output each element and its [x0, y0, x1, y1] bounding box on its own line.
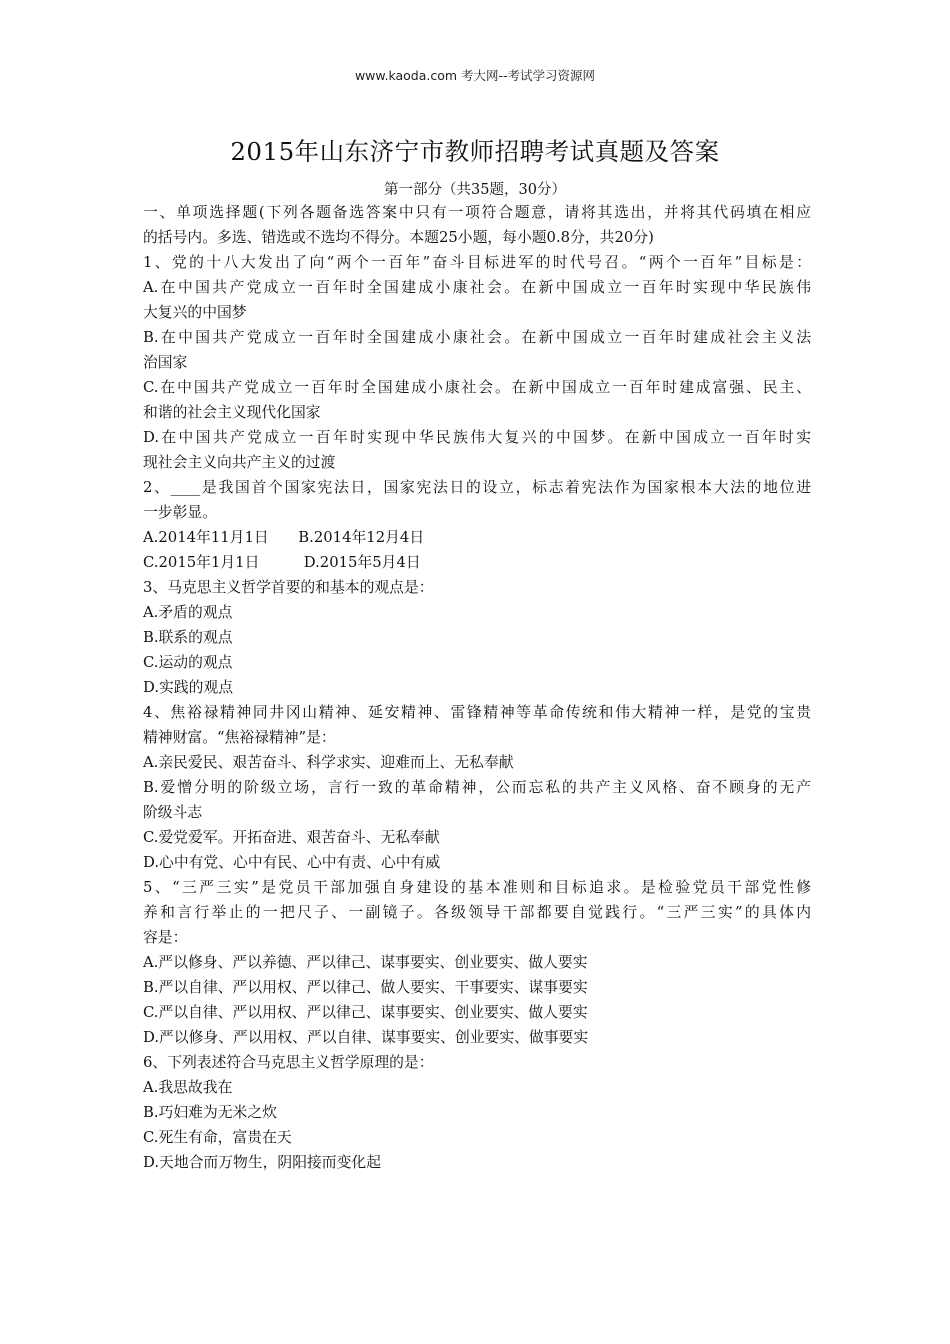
text-line: A.亲民爱民、艰苦奋斗、科学求实、迎难而上、无私奉献: [143, 754, 514, 771]
text-line: 阶级斗志: [143, 804, 203, 821]
text-line: D.在中国共产党成立一百年时实现中华民族伟大复兴的中国梦。在新中国成立一百年时实: [143, 429, 811, 446]
text-line: C.严以自律、严以用权、严以律己、谋事要实、创业要实、做人要实: [143, 1004, 588, 1021]
text-line: B.爱憎分明的阶级立场，言行一致的革命精神，公而忘私的共产主义风格、奋不顾身的无产: [143, 779, 811, 796]
question-body: [143, 200, 811, 1175]
text-line: D.严以修身、严以用权、严以自律、谋事要实、创业要实、做事要实: [143, 1029, 589, 1046]
text-line: 精神财富。“焦裕禄精神”是：: [143, 729, 336, 746]
text-line: A.矛盾的观点: [143, 604, 233, 621]
text-line: B.巧妇难为无米之炊: [143, 1104, 277, 1121]
text-line: B.联系的观点: [143, 629, 233, 646]
section-subtitle: 第一部分（共35题，30分）: [384, 182, 566, 198]
page-header: www.kaoda.com 考大网--考试学习资源网: [354, 68, 596, 83]
text-line: 和谐的社会主义现代化国家: [143, 404, 321, 421]
text-line: 5、“三严三实”是党员干部加强自身建设的基本准则和目标追求。是检验党员干部党性修: [143, 879, 811, 896]
text-line: B.在中国共产党成立一百年时全国建成小康社会。在新中国成立一百年时建成社会主义法: [143, 329, 811, 346]
text-line: D.心中有党、心中有民、心中有责、心中有威: [143, 854, 441, 871]
text-line: 现社会主义向共产主义的过渡: [143, 454, 336, 471]
text-line: A.我思故我在: [143, 1079, 233, 1096]
text-line: 一步彰显。: [143, 504, 217, 521]
text-line: C.死生有命，富贵在天: [143, 1129, 292, 1146]
text-line: 4、焦裕禄精神同井冈山精神、延安精神、雷锋精神等革命传统和伟大精神一样，是党的宝贵: [143, 704, 811, 721]
text-line: 的括号内。多选、错选或不选均不得分。本题25小题，每小题0.8分，共20分): [143, 229, 654, 246]
text-line: 3、马克思主义哲学首要的和基本的观点是：: [143, 579, 434, 596]
text-line: C.2015年1月1日 D.2015年5月4日: [143, 554, 421, 571]
text-line: 养和言行举止的一把尺子、一副镜子。各级领导干部都要自觉践行。“三严三实”的具体内: [143, 904, 811, 921]
text-line: C.在中国共产党成立一百年时全国建成小康社会。在新中国成立一百年时建成富强、民主、: [143, 379, 811, 396]
text-line: 一、单项选择题(下列各题备选答案中只有一项符合题意，请将其选出，并将其代码填在相应: [143, 204, 811, 221]
text-line: 1、党的十八大发出了向“两个一百年”奋斗目标进军的时代号召。“两个一百年”目标是：: [143, 254, 811, 271]
text-line: A.严以修身、严以养德、严以律己、谋事要实、创业要实、做人要实: [143, 954, 588, 971]
text-line: 2、____是我国首个国家宪法日，国家宪法日的设立，标志着宪法作为国家根本大法的地位进: [143, 479, 811, 496]
document-title: 2015年山东济宁市教师招聘考试真题及答案: [230, 137, 720, 166]
text-line: D.天地合而万物生，阴阳接而变化起: [143, 1154, 381, 1171]
text-line: C.爱党爱军。开拓奋进、艰苦奋斗、无私奉献: [143, 829, 440, 846]
text-line: 治国家: [143, 354, 188, 371]
text-line: A.在中国共产党成立一百年时全国建成小康社会。在新中国成立一百年时实现中华民族伟: [143, 279, 811, 296]
text-line: B.严以自律、严以用权、严以律己、做人要实、干事要实、谋事要实: [143, 979, 588, 996]
text-line: 大复兴的中国梦: [143, 304, 247, 321]
text-line: D.实践的观点: [143, 679, 234, 696]
text-line: C.运动的观点: [143, 654, 233, 671]
text-line: 6、下列表述符合马克思主义哲学原理的是：: [143, 1054, 434, 1071]
text-line: 容是：: [143, 929, 188, 946]
text-line: A.2014年11月1日 B.2014年12月4日: [143, 529, 425, 546]
